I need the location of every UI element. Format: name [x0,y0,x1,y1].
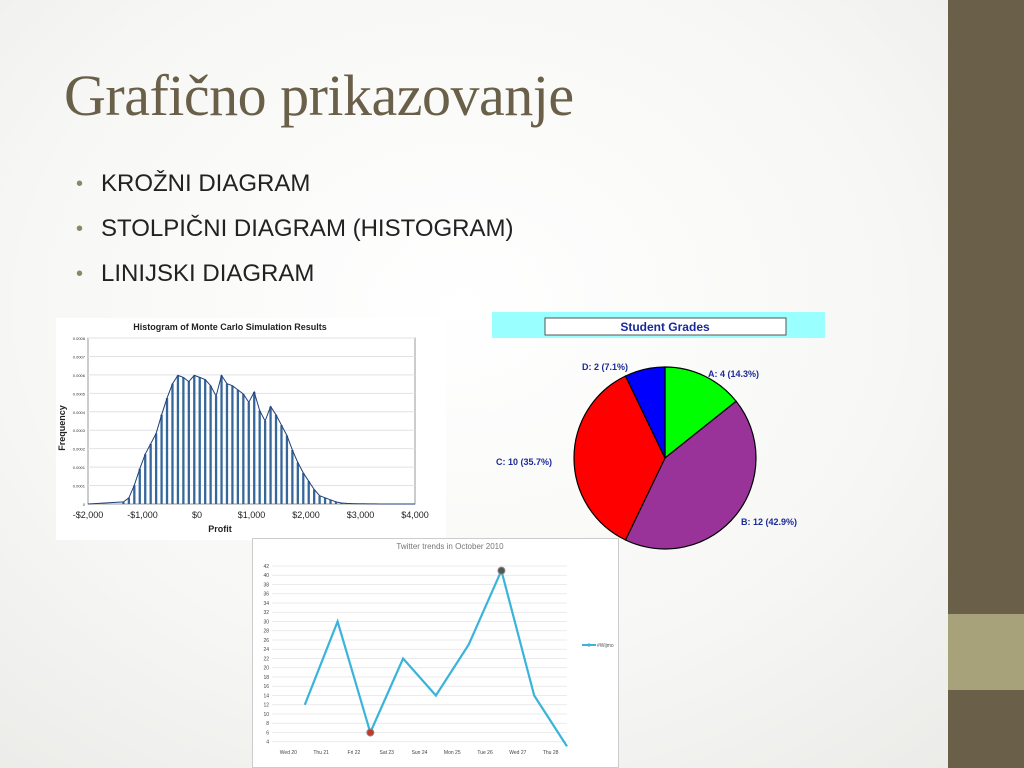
line-chart-x-tick-label: Wed 27 [509,750,527,756]
line-chart-y-tick-label: 10 [263,711,269,718]
histogram-y-tick-label: 0.0003 [72,428,85,434]
line-chart-y-tick-label: 34 [263,600,269,607]
histogram-bar [209,386,211,504]
histogram-bar [264,421,266,504]
histogram-bar [324,498,326,504]
histogram-bar [204,380,206,505]
histogram-y-tick-label: 0.0005 [72,391,85,397]
pie-slices [574,367,756,549]
line-chart-x-tick-label: Sun 24 [411,750,428,756]
pie-slice-label: A: 4 (14.3%) [708,369,760,379]
line-chart-y-tick-label: 22 [263,656,269,663]
line-chart-y-tick-label: 32 [263,610,269,617]
histogram-bar [253,392,255,504]
bullet-icon: • [76,218,84,240]
pie-slice-label: C: 10 (35.7%) [496,457,553,467]
histogram-bar [193,375,195,504]
line-chart-y-tick-label: 16 [263,684,269,691]
histogram-bar [248,402,250,504]
histogram-bar [280,425,282,504]
histogram-x-tick-label: -$2,000 [72,510,104,520]
pie-chart [490,312,830,557]
histogram-y-tick-label: 0.0001 [72,483,85,489]
histogram-y-tick-label: 0.0006 [72,372,85,378]
histogram-bar [177,375,179,504]
bullet-text: KROŽNI DIAGRAM [101,170,311,197]
line-legend-label: #Wijmo [597,643,614,649]
bullet-icon: • [76,263,84,285]
bullet-item [76,256,514,301]
pie-slice-label: B: 12 (42.9%) [741,517,798,527]
line-chart-y-tick-label: 8 [266,721,269,728]
line-chart-x-tick-label: Wed 20 [279,750,297,756]
line-chart-y-tick-label: 28 [263,628,269,635]
line-chart-highlight-marker [498,567,505,574]
histogram-background [56,318,446,540]
histogram-bar [199,377,201,504]
bullet-text: STOLPIČNI DIAGRAM (HISTOGRAM) [101,215,514,242]
line-chart-y-tick-label: 24 [263,647,269,654]
histogram-bar [237,390,239,504]
histogram-y-label: Frequency [57,405,67,451]
slide-title: Grafično prikazovanje [64,63,574,128]
line-chart [252,538,619,768]
histogram-y-tick-label: 0.0002 [72,446,85,452]
histogram-bar [242,394,244,504]
histogram-x-tick-label: $2,000 [292,510,320,520]
histogram-bar [182,377,184,504]
line-chart-x-tick-label: Fri 22 [347,750,361,756]
line-chart-title: Twitter trends in October 2010 [396,542,504,551]
histogram-bar [259,411,261,504]
histogram-bar [318,496,320,504]
pie-title: Student Grades [620,320,710,334]
histogram-bar [144,454,146,504]
bullet-text: LINIJSKI DIAGRAM [101,260,315,287]
pie-slice-label: D: 2 (7.1%) [582,362,629,372]
histogram-x-tick-label: $1,000 [237,510,266,520]
histogram-bar [188,382,190,504]
histogram-bar [302,473,304,504]
histogram-bar [308,481,310,504]
histogram-bar [291,450,293,504]
histogram-y-tick-label: 0.0004 [72,409,85,415]
line-chart-x-tick-label: Thu 21 [313,750,329,756]
line-chart-y-tick-label: 30 [263,619,269,626]
line-chart-y-tick-label: 20 [263,665,269,672]
line-chart-x-tick-label: Thu 28 [542,750,559,756]
line-chart-background [253,539,619,768]
bullet-item [76,211,514,256]
histogram-bar [166,398,168,504]
histogram-title: Histogram of Monte Carlo Simulation Results [133,322,327,332]
line-chart-x-tick-label: Mon 25 [443,750,461,756]
histogram-bar [155,433,157,504]
histogram-x-tick-label: $3,000 [346,510,375,520]
histogram-y-tick-label: 0.0008 [72,336,85,341]
histogram-chart [56,318,446,540]
line-chart-x-ticks [280,750,559,756]
histogram-x-tick-label: -$1,000 [127,510,158,520]
histogram-bar [231,386,233,504]
line-chart-y-tick-label: 36 [263,591,269,598]
line-chart-y-tick-label: 38 [263,582,269,589]
histogram-y-tick-label: 0 [82,502,85,507]
histogram-bar [269,406,271,504]
histogram-bar [220,375,222,504]
histogram-bar [226,384,228,504]
histogram-bar [160,415,162,504]
line-legend-marker [587,643,590,646]
histogram-bar [297,463,299,505]
histogram-bar [171,384,173,504]
line-chart-y-tick-label: 4 [266,739,269,746]
histogram-x-tick-label: $0 [191,510,203,520]
histogram-y-tick-label: 0.0007 [72,354,85,360]
histogram-bar [215,396,217,504]
line-chart-highlight-marker [367,729,374,736]
histogram-bar [313,489,315,504]
line-chart-x-tick-label: Sat 23 [379,750,394,756]
sidebar-accent-block [948,614,1024,690]
histogram-y-tick-label: 0.0001 [72,465,85,471]
bullet-list [76,166,514,301]
line-chart-y-tick-label: 6 [266,730,269,737]
bullet-item [76,166,514,211]
histogram-x-tick-label: $4,000 [401,510,429,520]
line-chart-x-tick-label: Tue 26 [477,750,493,756]
line-chart-y-tick-label: 12 [263,702,269,709]
bullet-icon: • [76,173,84,195]
line-chart-y-tick-label: 26 [263,637,269,644]
line-chart-y-tick-label: 14 [263,693,269,700]
histogram-bar [150,444,152,504]
histogram-x-label: Profit [208,524,232,534]
line-chart-y-tick-label: 18 [263,674,269,681]
histogram-bar [286,436,288,504]
line-chart-y-tick-label: 42 [263,563,269,570]
histogram-bar [275,415,277,504]
line-chart-y-tick-label: 40 [263,573,269,580]
histogram-bar [139,469,141,504]
